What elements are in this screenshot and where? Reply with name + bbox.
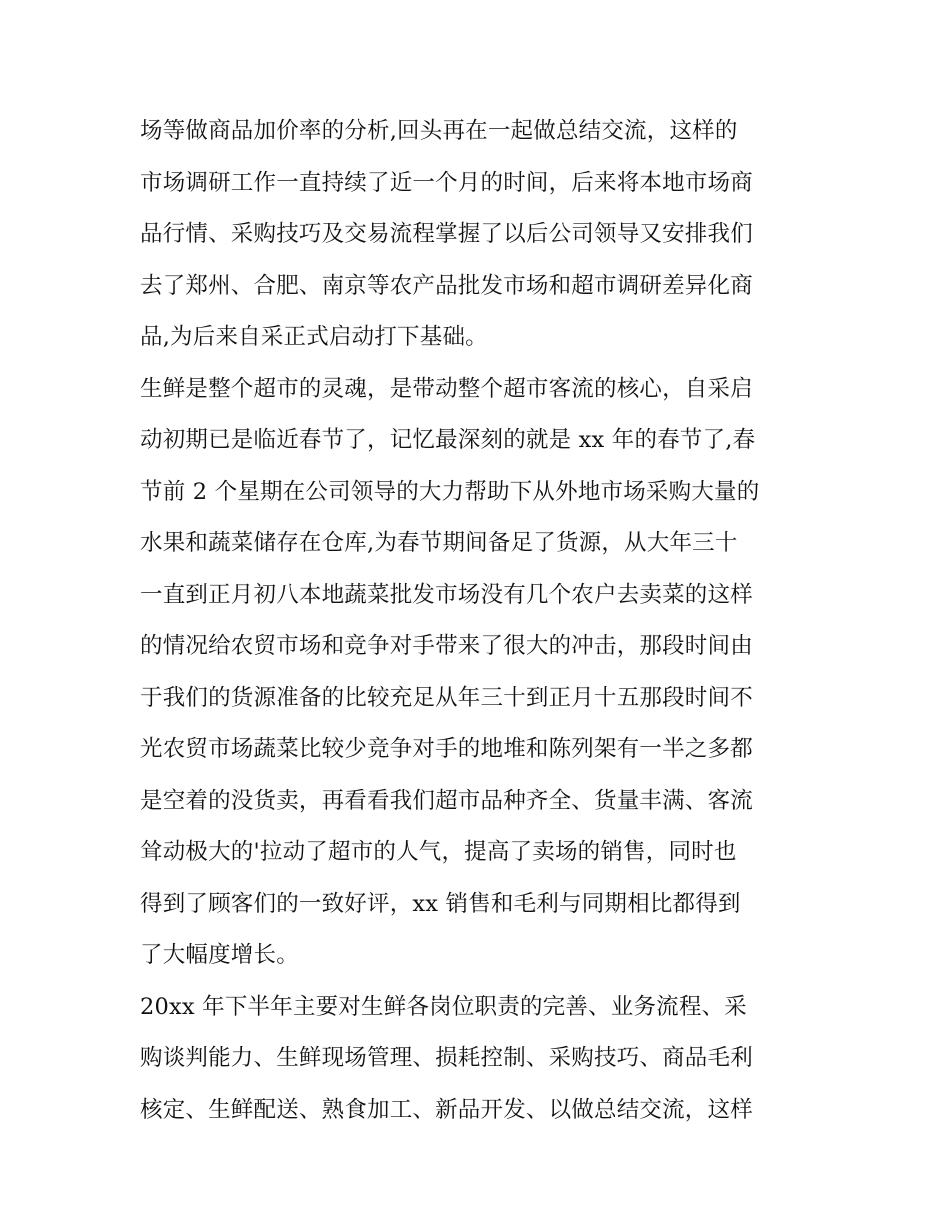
text-line: 得到了顾客们的一致好评，xx 销售和毛利与同期相比都得到 bbox=[140, 890, 741, 917]
text-line: 于我们的货源准备的比较充足从年三十到正月十五那段时间不 bbox=[140, 684, 753, 711]
text-line: 场等做商品加价率的分析,回头再在一起做总结交流，这样的 bbox=[140, 118, 738, 144]
text-line: 了大幅度增长。 bbox=[140, 942, 299, 968]
text-line: 市场调研工作一直持续了近一个月的时间，后来将本地市场商 bbox=[140, 169, 753, 196]
text-line: 耸动极大的'拉动了超市的人气，提高了卖场的销售，同时也 bbox=[140, 839, 737, 865]
text-line: 节前 2 个星期在公司领导的大力帮助下从外地市场采购大量的 bbox=[140, 478, 760, 505]
text-line: 去了郑州、合肥、南京等农产品批发市场和超市调研差异化商 bbox=[140, 272, 753, 299]
text-line: 水果和蔬菜储存在仓库,为春节期间备足了货源，从大年三十 bbox=[140, 530, 738, 556]
text-line: 核定、生鲜配送、熟食加工、新品开发、以做总结交流，这样 bbox=[140, 1096, 753, 1123]
text-line: 购谈判能力、生鲜现场管理、损耗控制、采购技巧、商品毛利 bbox=[140, 1045, 753, 1071]
text-line: 生鲜是整个超市的灵魂，是带动整个超市客流的核心，自采启 bbox=[140, 375, 753, 402]
text-line: 是空着的没货卖，再看看我们超市品种齐全、货量丰满、客流 bbox=[140, 787, 753, 814]
text-line: 一直到正月初八本地蔬菜批发市场没有几个农户去卖菜的这样 bbox=[140, 581, 753, 608]
text-line: 光农贸市场蔬菜比较少竞争对手的地堆和陈列架有一半之多都 bbox=[140, 736, 753, 762]
text-line: 动初期已是临近春节了，记忆最深刻的就是 xx 年的春节了,春 bbox=[140, 427, 756, 453]
document-body bbox=[140, 106, 816, 1136]
text-line: 的情况给农贸市场和竞争对手带来了很大的冲击，那段时间由 bbox=[140, 633, 753, 659]
text-line: 品行情、采购技巧及交易流程掌握了以后公司领导又安排我们 bbox=[140, 221, 753, 247]
text-line: 品,为后来自采正式启动打下基础。 bbox=[140, 324, 488, 350]
text-line: 20xx 年下半年主要对生鲜各岗位职责的完善、业务流程、采 bbox=[140, 993, 747, 1020]
